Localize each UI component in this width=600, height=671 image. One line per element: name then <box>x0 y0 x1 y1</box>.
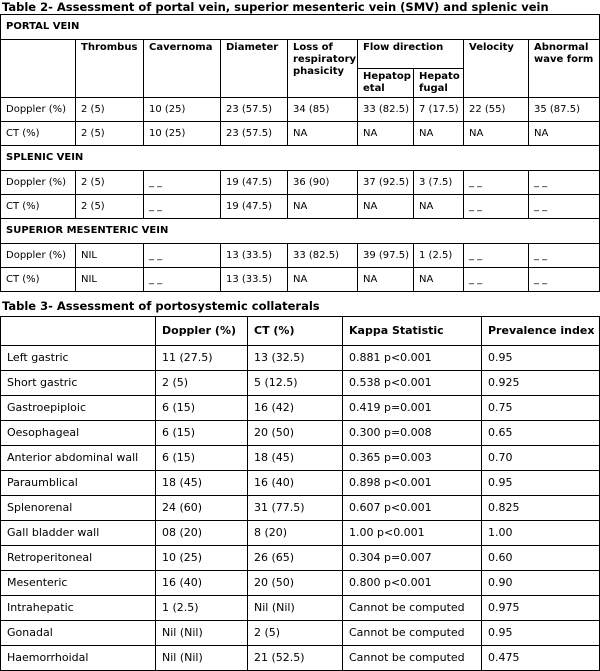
table-cell: 0.60 <box>482 546 600 571</box>
table-cell: 0.300 p=0.008 <box>343 421 482 446</box>
table-cell: 13 (32.5) <box>248 346 343 371</box>
collateral-row <box>1 646 600 671</box>
table-cell: _ _ <box>144 171 221 195</box>
table-cell: 2 (5) <box>76 171 144 195</box>
table-cell: 7 (17.5) <box>414 98 464 122</box>
portal-vein-row <box>1 98 600 122</box>
table-cell: 33 (82.5) <box>358 98 414 122</box>
table-cell: _ _ <box>144 195 221 219</box>
table-cell: NA <box>288 268 358 292</box>
table-cell: Nil (Nil) <box>248 596 343 621</box>
section-splenic-vein: SPLENIC VEIN <box>1 146 600 171</box>
table-cell: 21 (52.5) <box>248 646 343 671</box>
row-label: Mesenteric <box>1 571 156 596</box>
table-cell: _ _ <box>144 268 221 292</box>
row-label: Gastroepiploic <box>1 396 156 421</box>
table-cell: 0.607 p<0.001 <box>343 496 482 521</box>
table-cell: 2 (5) <box>76 122 144 146</box>
table-cell: 31 (77.5) <box>248 496 343 521</box>
table-cell: 19 (47.5) <box>221 171 288 195</box>
header-hepatopetal: Hepatop etal <box>358 69 414 98</box>
row-label: CT (%) <box>1 122 76 146</box>
table-cell: 5 (12.5) <box>248 371 343 396</box>
header-hepatofugal: Hepato fugal <box>414 69 464 98</box>
row-label: Left gastric <box>1 346 156 371</box>
table-cell: NA <box>414 268 464 292</box>
collateral-row <box>1 596 600 621</box>
table-cell: Cannot be computed <box>343 646 482 671</box>
table-cell: 18 (45) <box>156 471 248 496</box>
table-cell: 0.90 <box>482 571 600 596</box>
table-cell: 22 (55) <box>464 98 529 122</box>
table3-header-cell: Prevalence index <box>482 317 600 346</box>
table-cell: _ _ <box>464 244 529 268</box>
row-label: Short gastric <box>1 371 156 396</box>
table-cell: NA <box>288 122 358 146</box>
table-cell: 0.419 p=0.001 <box>343 396 482 421</box>
table-cell: 37 (92.5) <box>358 171 414 195</box>
row-label: CT (%) <box>1 195 76 219</box>
table-cell: 0.95 <box>482 471 600 496</box>
table-cell: 2 (5) <box>248 621 343 646</box>
header-velocity: Velocity <box>464 40 529 98</box>
table-cell: 1.00 <box>482 521 600 546</box>
row-label: Doppler (%) <box>1 244 76 268</box>
table3-caption: Table 3- Assessment of portosystemic collaterals <box>2 299 320 313</box>
collateral-row <box>1 446 600 471</box>
row-label: Retroperitoneal <box>1 546 156 571</box>
table2-caption: Table 2- Assessment of portal vein, superior mesenteric vein (SMV) and splenic vein <box>2 0 549 14</box>
table2 <box>0 14 600 292</box>
table-cell: 6 (15) <box>156 396 248 421</box>
table-cell: 2 (5) <box>76 98 144 122</box>
table3-header-cell: Kappa Statistic <box>343 317 482 346</box>
table-cell: 2 (5) <box>76 195 144 219</box>
table3-header-cell <box>1 317 156 346</box>
row-label: Oesophageal <box>1 421 156 446</box>
table-cell: 39 (97.5) <box>358 244 414 268</box>
table-cell: 0.800 p<0.001 <box>343 571 482 596</box>
splenic-vein-row <box>1 195 600 219</box>
table-cell: 0.75 <box>482 396 600 421</box>
collateral-row <box>1 571 600 596</box>
table-cell: NIL <box>76 244 144 268</box>
collateral-row <box>1 496 600 521</box>
table-cell: 6 (15) <box>156 421 248 446</box>
table-cell: NA <box>358 195 414 219</box>
table-cell: NA <box>464 122 529 146</box>
table-cell: 0.95 <box>482 346 600 371</box>
table-cell: 08 (20) <box>156 521 248 546</box>
header-diameter: Diameter <box>221 40 288 98</box>
table-cell: _ _ <box>529 244 600 268</box>
table-cell: _ _ <box>529 268 600 292</box>
header-empty <box>1 40 76 98</box>
table-cell: NA <box>358 122 414 146</box>
smv-row <box>1 244 600 268</box>
table-cell: 0.925 <box>482 371 600 396</box>
collateral-row <box>1 346 600 371</box>
table-cell: 0.365 p=0.003 <box>343 446 482 471</box>
table-cell: 1 (2.5) <box>414 244 464 268</box>
table-cell: 23 (57.5) <box>221 122 288 146</box>
table-cell: 8 (20) <box>248 521 343 546</box>
table-cell: 6 (15) <box>156 446 248 471</box>
table-cell: NA <box>358 268 414 292</box>
table3 <box>0 316 600 671</box>
table-cell: _ _ <box>529 171 600 195</box>
table-cell: 20 (50) <box>248 421 343 446</box>
table-cell: 16 (40) <box>248 471 343 496</box>
table3-header-row <box>1 317 600 346</box>
table-cell: NA <box>414 122 464 146</box>
table-cell: 33 (82.5) <box>288 244 358 268</box>
table-cell: 19 (47.5) <box>221 195 288 219</box>
table-cell: _ _ <box>529 195 600 219</box>
table-cell: Cannot be computed <box>343 596 482 621</box>
table-cell: NA <box>288 195 358 219</box>
table-cell: 26 (65) <box>248 546 343 571</box>
table-cell: _ _ <box>144 244 221 268</box>
table-cell: 10 (25) <box>144 122 221 146</box>
collateral-row <box>1 396 600 421</box>
table-cell: Cannot be computed <box>343 621 482 646</box>
section-portal-vein: PORTAL VEIN <box>1 15 600 40</box>
table-cell: 11 (27.5) <box>156 346 248 371</box>
table-cell: 18 (45) <box>248 446 343 471</box>
header-abnormal-wave: Abnormal wave form <box>529 40 600 98</box>
collateral-row <box>1 546 600 571</box>
table-cell: 0.538 p<0.001 <box>343 371 482 396</box>
table-cell: 0.95 <box>482 621 600 646</box>
table-cell: 16 (42) <box>248 396 343 421</box>
collateral-row <box>1 371 600 396</box>
table-cell: 0.70 <box>482 446 600 471</box>
table-cell: Nil (Nil) <box>156 621 248 646</box>
row-label: Doppler (%) <box>1 98 76 122</box>
table-cell: Nil (Nil) <box>156 646 248 671</box>
table3-header-cell: CT (%) <box>248 317 343 346</box>
header-loss-phasicity: Loss of respiratory phasicity <box>288 40 358 98</box>
table-cell: _ _ <box>464 171 529 195</box>
collateral-row <box>1 621 600 646</box>
table3-header-cell: Doppler (%) <box>156 317 248 346</box>
table-cell: 10 (25) <box>156 546 248 571</box>
table-cell: _ _ <box>464 268 529 292</box>
table-cell: _ _ <box>464 195 529 219</box>
row-label: CT (%) <box>1 268 76 292</box>
table-cell: 35 (87.5) <box>529 98 600 122</box>
table-cell: 23 (57.5) <box>221 98 288 122</box>
table-cell: 16 (40) <box>156 571 248 596</box>
table-cell: 13 (33.5) <box>221 244 288 268</box>
header-flow-direction: Flow direction <box>358 40 464 69</box>
smv-row <box>1 268 600 292</box>
row-label: Paraumblical <box>1 471 156 496</box>
table-cell: 0.65 <box>482 421 600 446</box>
section-smv: SUPERIOR MESENTERIC VEIN <box>1 219 600 244</box>
row-label: Haemorrhoidal <box>1 646 156 671</box>
table-cell: NIL <box>76 268 144 292</box>
table-cell: 0.825 <box>482 496 600 521</box>
table-cell: 0.898 p<0.001 <box>343 471 482 496</box>
collateral-row <box>1 521 600 546</box>
table-cell: 13 (33.5) <box>221 268 288 292</box>
table-cell: 0.975 <box>482 596 600 621</box>
table-cell: 34 (85) <box>288 98 358 122</box>
row-label: Splenorenal <box>1 496 156 521</box>
table-cell: 0.475 <box>482 646 600 671</box>
table-cell: 1 (2.5) <box>156 596 248 621</box>
table-cell: 2 (5) <box>156 371 248 396</box>
row-label: Gonadal <box>1 621 156 646</box>
row-label: Anterior abdominal wall <box>1 446 156 471</box>
header-cavernoma: Cavernoma <box>144 40 221 98</box>
row-label: Intrahepatic <box>1 596 156 621</box>
table-cell: NA <box>529 122 600 146</box>
table-cell: 20 (50) <box>248 571 343 596</box>
splenic-vein-row <box>1 171 600 195</box>
table-cell: 3 (7.5) <box>414 171 464 195</box>
table-cell: 10 (25) <box>144 98 221 122</box>
portal-vein-row <box>1 122 600 146</box>
collateral-row <box>1 421 600 446</box>
table-cell: 0.881 p<0.001 <box>343 346 482 371</box>
collateral-row <box>1 471 600 496</box>
header-thrombus: Thrombus <box>76 40 144 98</box>
table-cell: NA <box>414 195 464 219</box>
row-label: Gall bladder wall <box>1 521 156 546</box>
row-label: Doppler (%) <box>1 171 76 195</box>
table-cell: 0.304 p=0.007 <box>343 546 482 571</box>
table-cell: 1.00 p<0.001 <box>343 521 482 546</box>
table-cell: 36 (90) <box>288 171 358 195</box>
table-cell: 24 (60) <box>156 496 248 521</box>
